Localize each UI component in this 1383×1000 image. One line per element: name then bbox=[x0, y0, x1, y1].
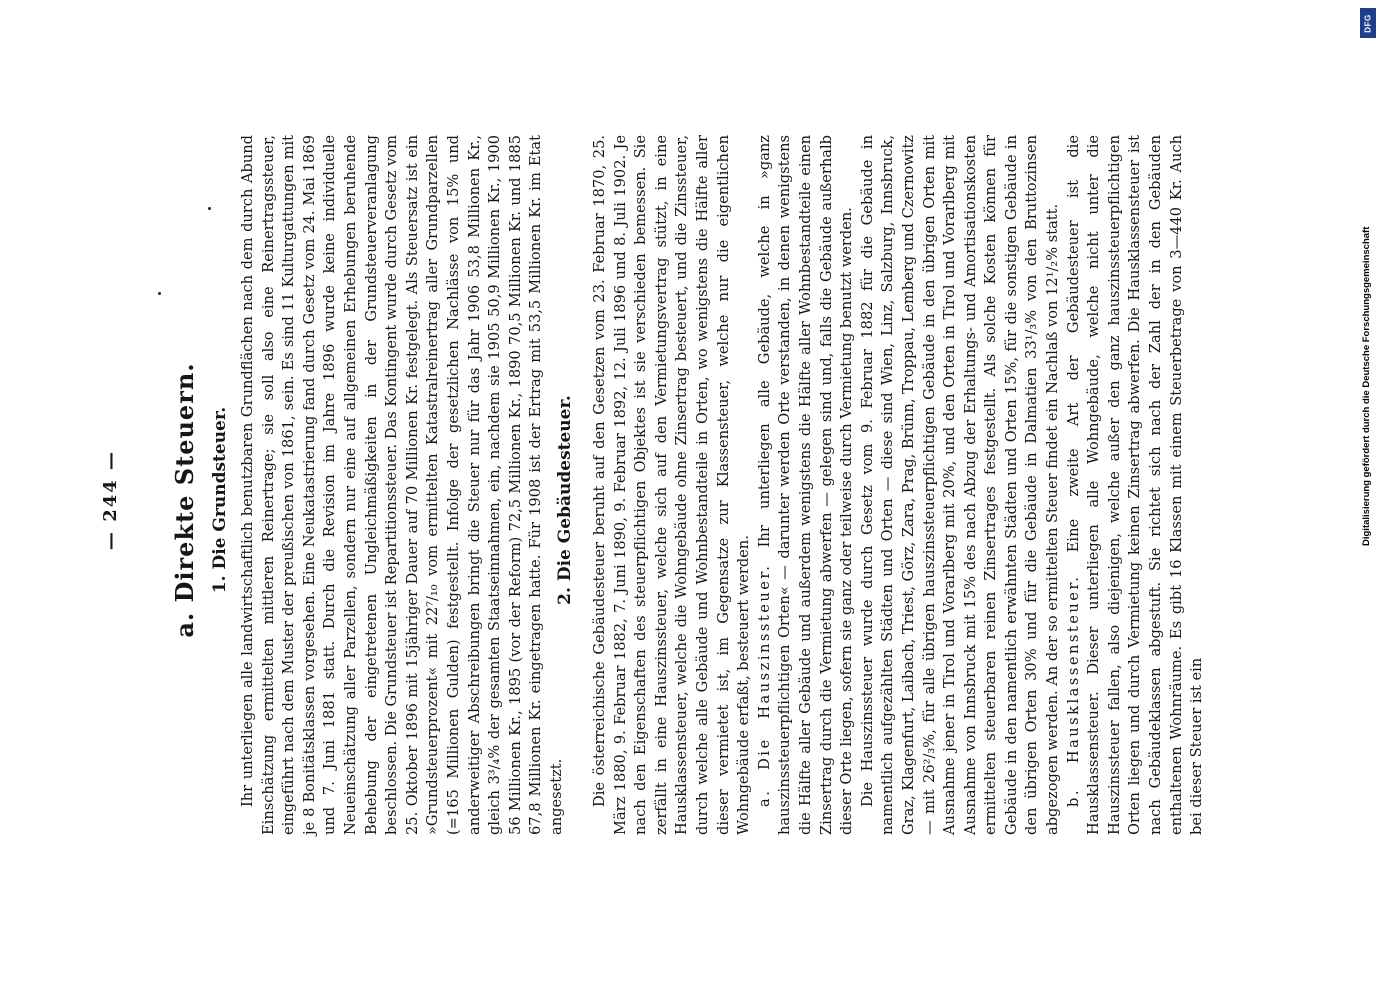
paragraph-text: Eine zweite Art der Gebäudesteuer ist die Hausklassensteuer. Dieser unterliegen alle Wohngebäude, welche nicht unter die Hauszinssteuer fallen, also diejenigen, welche außer den ganz hauszinssteuerpflichtigen Orten liegen und durch Vermietung keinen Zinsertrag abwerfen. Die Hausklassensteuer ist nach Gebäudeklassen abgestuft. Sie richtet sich nach der Zahl der in den Gebäuden enthaltenen Wohnräume. Es gibt 16 Klassen mit einem Steuerbetrage von 3—440 Kr. Auch bei dieser Steuer ist ein bbox=[1064, 135, 1206, 835]
page-number: — 244 — bbox=[100, 449, 121, 551]
section-body-gebaeudesteuer bbox=[590, 135, 1208, 835]
attribution-text: Digitalisierung gefördert durch die Deutsche Forschungsgemeinschaft bbox=[1361, 226, 1372, 546]
paragraph-hausklassensteuer bbox=[1064, 135, 1208, 835]
paragraph: Ihr unterliegen alle landwirtschaftlich benutzbaren Grundflächen nach dem durch Abund Einschätzung ermittelten mittleren Reinertrage; sie soll also eine Reinertragssteuer, eingeführt nach dem Muster der preußischen von 1861, sein. Es sind 11 Kulturgattungen mit je 8 Bonitätsklassen vorgesehen. Eine Neukatastrierung fand durch Gesetz vom 24. Mai 1869 und 7. Juni 1881 statt. Durch die Revision im Jahre 1896 wurde keine individuelle Neueinschätzung aller Parzellen, sondern nur eine auf allgemeinen Erhebungen beruhende Behebung der eingetretenen Ungleichmäßigkeiten in der Grundsteuerveranlagung beschlossen. Die Grundsteuer ist Repartitionssteuer. Das Kontingent wurde durch Gesetz vom 25. Oktober 1896 mit 15jähriger Dauer auf 70 Millionen Kr. festgelegt. Als Steuersatz ist ein »Grundsteuerprozent« mit 22⁷/₁₀ vom ermittelten Katastralreinertrag aller Grundparzellen (=165 Millionen Gulden) festgestellt. Infolge der gesetzlichen Nachlässe von 15% und anderweitiger Abschreibungen bringt die Steuer nur für das Jahr 1906 53,8 Millionen Kr., gleich 3³/₄% der gesamten Staatseinnahmen, ein, nachdem sie 1905 50,9 Millionen Kr., 1900 56 Millionen Kr., 1895 (vor der Reform) 72,5 Millionen Kr., 1890 70,5 Millionen Kr. und 1885 67,8 Millionen Kr. eingetragen hatte. Für 1908 ist der Ertrag mit 53,5 Millionen Kr. im Etat angesetzt. bbox=[239, 135, 565, 835]
paragraph-text: Ihr unterliegen alle Gebäude, welche in »ganz hauszinssteuerpflichtigen Orten« — darunter werden Orte verstanden, in denen wenigstens die Hälfte aller Gebäude und außerdem wenigstens die Hälfte aller Wohnbestandteile einen Zinsertrag durch die Vermietung abwerfen — gelegen sind und, falls die Gebäude außerhalb dieser Orte liegen, sofern sie ganz oder teilweise durch Vermietung benutzt werden. bbox=[755, 135, 856, 835]
paragraph-hauszinssteuer bbox=[755, 135, 858, 835]
scan-speck bbox=[158, 292, 161, 295]
section-body-grundsteuer bbox=[238, 135, 568, 835]
dfg-logo-icon bbox=[1360, 8, 1376, 38]
dfg-logo-text: DFG bbox=[1363, 13, 1373, 33]
main-title: a. Direkte Steuern. bbox=[170, 362, 199, 638]
scan-speck bbox=[208, 207, 211, 210]
attribution-strip bbox=[1355, 0, 1383, 1000]
paragraph: Die Hauszinssteuer wurde durch Gesetz vom 9. Februar 1882 für die Gebäude in namentlich aufgezählten Städten und Orten — diese sind Wien, Linz, Salzburg, Innsbruck, Graz, Klagenfurt, Laibach, Triest, Görz, Zara, Prag, Brünn, Troppau, Lemberg und Czernowitz — mit 26²/₃%, für alle übrigen hauszinssteuerpflichtigen Gebäude in den übrigen Orten mit Ausnahme jener in Tirol und Vorarlberg mit 20%, und den Orten in Tirol und Vorarlberg mit Ausnahme von Innsbruck mit 15% des nach Abzug der Erhaltungs- und Amortisationskosten ermittelten steuerbaren reinen Zinsertrages festgestellt. Als solche Kosten können für Gebäude in den namentlich erwähnten Städten und Orten 15%, für die sonstigen Gebäude in den übrigen Orten 30% und für die Gebäude in Dalmatien 33¹/₃% von den Bruttozinsen abgezogen werden. An der so ermittelten Steuer findet ein Nachlaß von 12¹/₂% statt. bbox=[858, 135, 1062, 835]
section-title-gebaeudesteuer: 2. Die Gebäudesteuer. bbox=[555, 395, 575, 605]
paragraph: Die österreichische Gebäudesteuer beruht auf den Gesetzen vom 23. Februar 1870, 25. März 1880, 9. Februar 1882, 7. Juni 1890, 9. Februar 1892, 12. Juli 1896 und 8. Juli 1902. Je nach den Eigenschaften des steuerpflichtigen Objektes ist sie verschieden bemessen. Sie zerfällt in eine Hauszinssteuer, welche sich auf den Vermietungsvertrag stützt, in eine Hausklassensteuer, welche die Wohngebäude ohne Zinsertrag besteuert, und die Zinssteuer, durch welche alle Gebäude und Wohnbestandteile in Orten, wo wenigstens die Hälfte aller dieser vermietet ist, im Gegensatze zur Klassensteuer, welche nur die eigentlichen Wohngebäude erfaßt, besteuert werden. bbox=[591, 135, 753, 835]
section-title-grundsteuer: 1. Die Grundsteuer. bbox=[210, 406, 230, 594]
subsection-label: b. Hausklassensteuer. bbox=[1064, 574, 1082, 807]
subsection-label: a. Die Hauszinssteuer. bbox=[755, 563, 773, 807]
